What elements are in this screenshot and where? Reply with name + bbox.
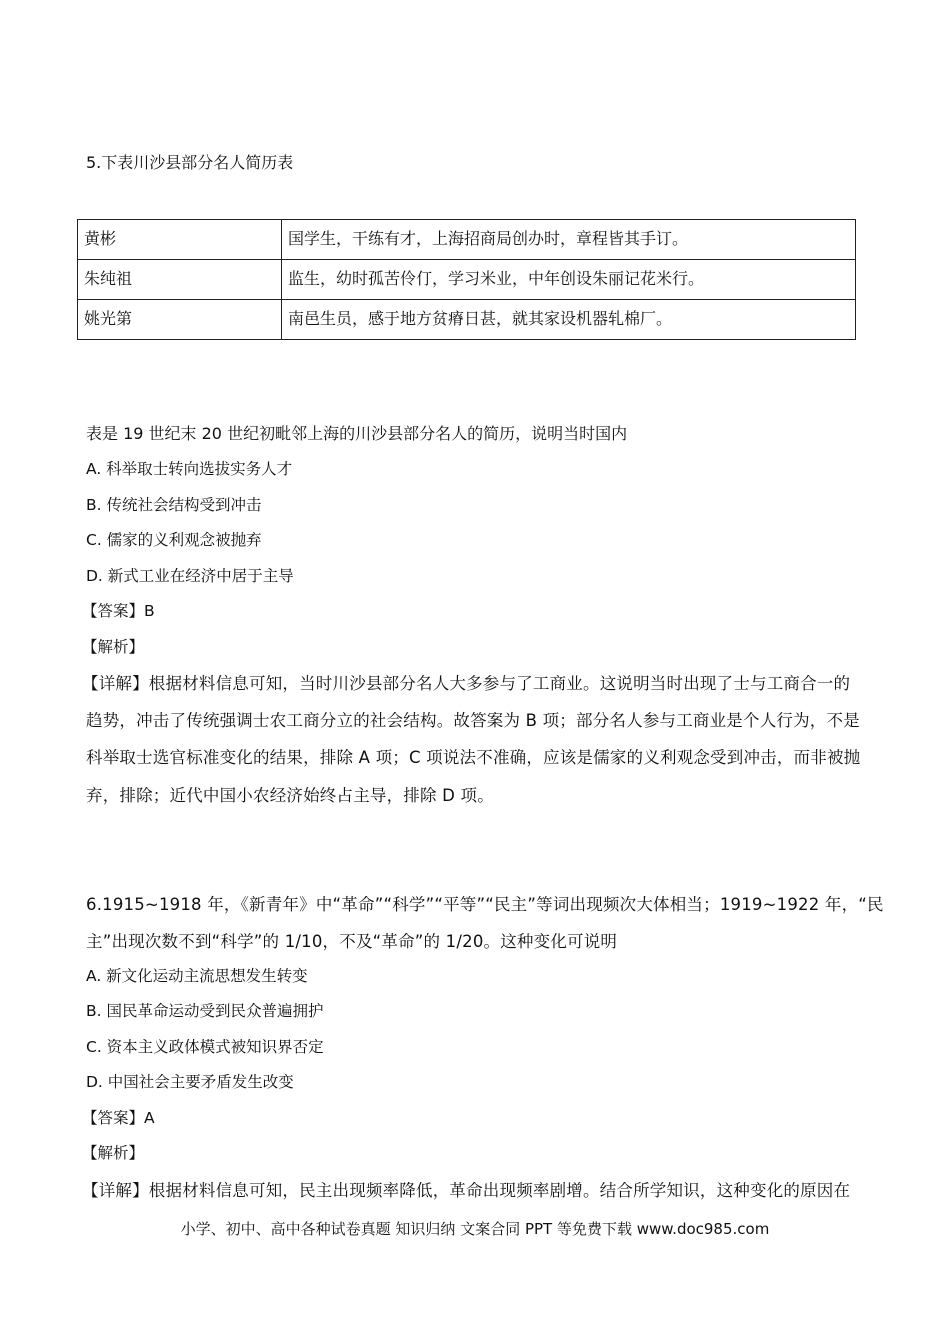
- table-cell-name: 黄彬: [78, 220, 282, 260]
- table-cell-bio: 南邑生员，感于地方贫瘠日甚，就其家设机器轧棉厂。: [282, 300, 856, 340]
- page-footer: 小学、初中、高中各种试卷真题 知识归纳 文案合同 PPT 等免费下载 www.doc985.com: [180, 1220, 770, 1238]
- q5-option-a: A. 科举取士转向选拔实务人才: [86, 460, 293, 478]
- q6-option-b: B. 国民革命运动受到民众普遍拥护: [86, 1002, 324, 1020]
- table-cell-name: 朱纯祖: [78, 260, 282, 300]
- table-cell-bio: 监生，幼时孤苦伶仃，学习米业，中年创设朱丽记花米行。: [282, 260, 856, 300]
- q6-analysis-label: 【解析】: [82, 1144, 145, 1162]
- q5-detail-line: 趋势，冲击了传统强调士农工商分立的社会结构。故答案为 B 项；部分名人参与工商业是个人行为，不是: [86, 711, 860, 730]
- q6-option-d: D. 中国社会主要矛盾发生改变: [86, 1073, 294, 1091]
- q6-option-a: A. 新文化运动主流思想发生转变: [86, 967, 308, 985]
- q5-answer: 【答案】B: [82, 602, 155, 620]
- q6-stem-line: 6.1915~1918 年，《新青年》中“革命”“科学”“平等”“民主”等词出现频次大体相当；1919~1922 年，“民: [86, 895, 884, 914]
- q5-table: [77, 219, 856, 340]
- q5-option-d: D. 新式工业在经济中居于主导: [86, 567, 294, 585]
- q5-question: 表是 19 世纪末 20 世纪初毗邻上海的川沙县部分名人的简历，说明当时国内: [86, 424, 628, 443]
- table-cell-bio: 国学生，干练有才，上海招商局创办时，章程皆其手订。: [282, 220, 856, 260]
- q5-detail-line: 科举取士选官标准变化的结果，排除 A 项；C 项说法不准确，应该是儒家的义利观念受到冲击，而非被抛: [86, 748, 861, 767]
- table-row: [78, 300, 856, 340]
- q5-stem: 5.下表川沙县部分名人简历表: [86, 153, 294, 172]
- q5-analysis-label: 【解析】: [82, 638, 145, 656]
- q5-option-b: B. 传统社会结构受到冲击: [86, 496, 262, 514]
- table-cell-name: 姚光第: [78, 300, 282, 340]
- q6-stem-line: 主”出现次数不到“科学”的 1/10，不及“革命”的 1/20。这种变化可说明: [86, 932, 618, 951]
- q6-answer: 【答案】A: [82, 1109, 155, 1127]
- q5-detail-line: 弃，排除；近代中国小农经济始终占主导，排除 D 项。: [86, 786, 494, 805]
- q6-option-c: C. 资本主义政体模式被知识界否定: [86, 1038, 324, 1056]
- table-row: [78, 220, 856, 260]
- q5-detail-line: 【详解】根据材料信息可知，当时川沙县部分名人大多参与了工商业。这说明当时出现了士与工商合一的: [82, 674, 851, 693]
- table-row: [78, 260, 856, 300]
- q6-detail-line: 【详解】根据材料信息可知，民主出现频率降低，革命出现频率剧增。结合所学知识，这种变化的原因在: [82, 1181, 851, 1200]
- q5-option-c: C. 儒家的义利观念被抛弃: [86, 531, 262, 549]
